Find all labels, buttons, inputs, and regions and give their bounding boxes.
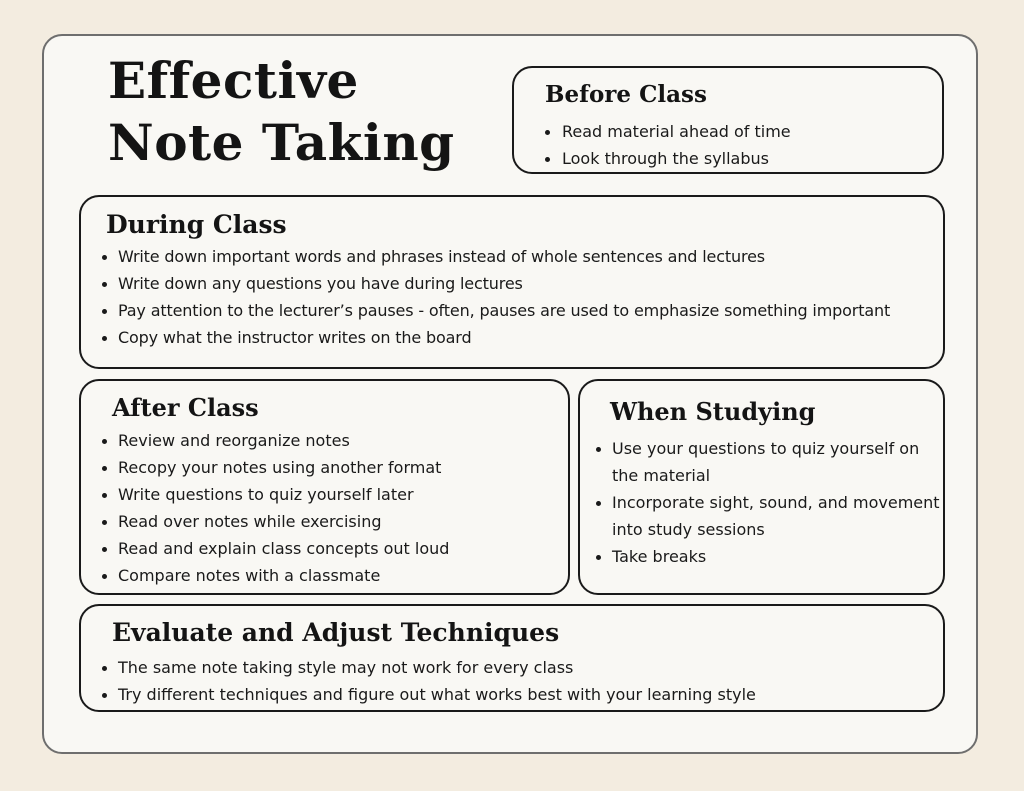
list-item: Recopy your notes using another format: [118, 454, 449, 481]
list-item: Read and explain class concepts out loud: [118, 535, 449, 562]
title-line-2: Note Taking: [108, 113, 455, 172]
before-class-card: [512, 66, 944, 174]
list-item: Take breaks: [612, 543, 942, 570]
after-class-heading: After Class: [112, 393, 259, 422]
evaluate-adjust-heading: Evaluate and Adjust Techniques: [112, 618, 560, 647]
list-item: Try different techniques and figure out what works best with your learning style: [118, 681, 756, 708]
before-class-list: [562, 118, 791, 172]
after-class-card: [79, 379, 570, 595]
page-title: [108, 50, 455, 174]
list-item: Read over notes while exercising: [118, 508, 449, 535]
during-class-list: [118, 243, 890, 351]
list-item: Compare notes with a classmate: [118, 562, 449, 589]
evaluate-adjust-card: [79, 604, 945, 712]
list-item: Review and reorganize notes: [118, 427, 449, 454]
list-item: Write down important words and phrases instead of whole sentences and lectures: [118, 243, 890, 270]
before-class-heading: Before Class: [545, 81, 707, 108]
when-studying-card: [578, 379, 945, 595]
evaluate-adjust-list: [118, 654, 756, 708]
list-item: Incorporate sight, sound, and movement into study sessions: [612, 489, 942, 543]
title-line-1: Effective: [108, 51, 359, 110]
list-item: The same note taking style may not work for every class: [118, 654, 756, 681]
after-class-list: [118, 427, 449, 589]
list-item: Write questions to quiz yourself later: [118, 481, 449, 508]
during-class-heading: During Class: [106, 210, 287, 239]
during-class-card: [79, 195, 945, 369]
when-studying-list: [612, 435, 942, 570]
list-item: Pay attention to the lecturer’s pauses - often, pauses are used to emphasize something important: [118, 297, 890, 324]
list-item: Use your questions to quiz yourself on the material: [612, 435, 942, 489]
list-item: Write down any questions you have during lectures: [118, 270, 890, 297]
when-studying-heading: When Studying: [610, 397, 816, 426]
list-item: Read material ahead of time: [562, 118, 791, 145]
list-item: Copy what the instructor writes on the board: [118, 324, 890, 351]
list-item: Look through the syllabus: [562, 145, 791, 172]
